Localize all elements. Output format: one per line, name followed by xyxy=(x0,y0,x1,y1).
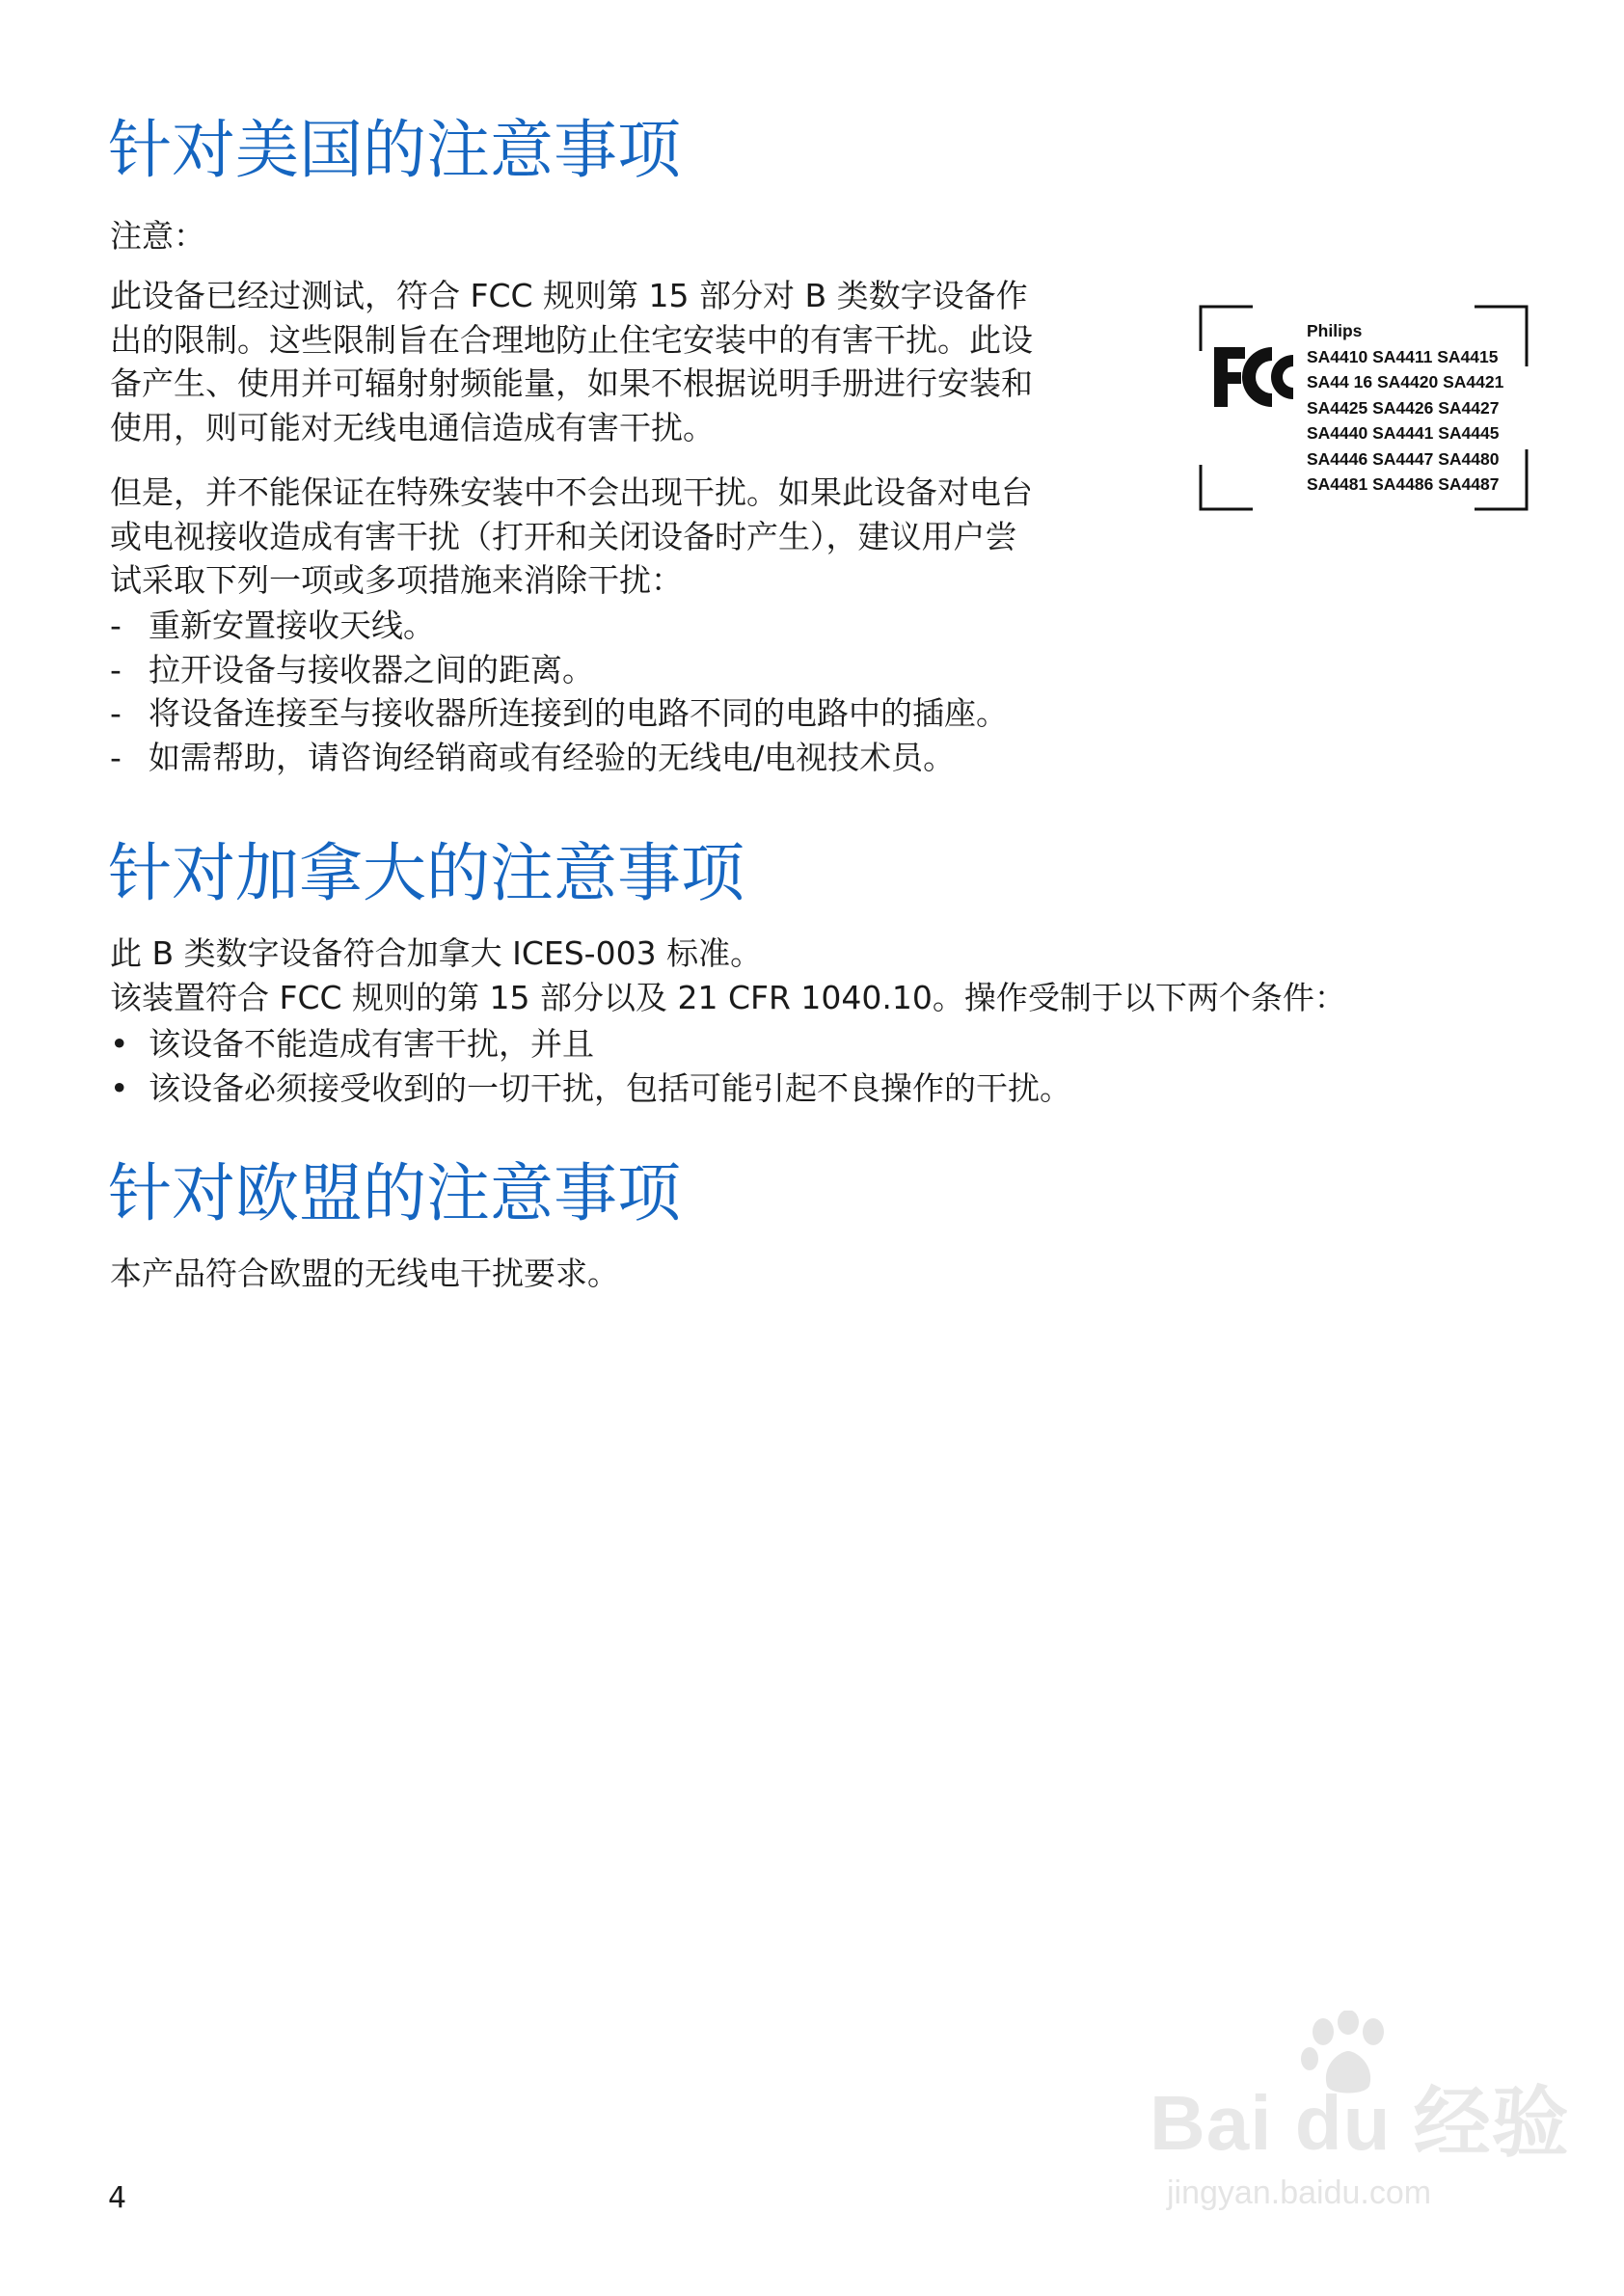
list-marker: - xyxy=(110,694,122,732)
list-item xyxy=(110,1022,1071,1067)
text-line: 或电视接收造成有害干扰（打开和关闭设备时产生），建议用户尝 xyxy=(110,517,1017,555)
eu-paragraph: 本产品符合欧盟的无线电干扰要求。 xyxy=(110,1255,619,1292)
page-number: 4 xyxy=(108,2181,127,2215)
watermark-url: jingyan.baidu.com xyxy=(1167,2174,1432,2211)
list-bullet: • xyxy=(110,1025,129,1063)
text-line: 此设备已经过测试，符合 FCC 规则第 15 部分对 B 类数字设备作 xyxy=(110,277,1028,314)
heading-canada-notice: 针对加拿大的注意事项 xyxy=(108,836,744,910)
fcc-label-text xyxy=(1307,318,1527,498)
baidu-jingyan-watermark xyxy=(1150,2011,1570,2242)
list-marker: - xyxy=(110,607,122,644)
fcc-model-line: SA44 16 SA4420 SA4421 xyxy=(1307,372,1504,392)
fcc-model-line: SA4481 SA4486 SA4487 xyxy=(1307,474,1500,494)
us-paragraph-2 xyxy=(110,471,1033,603)
list-item xyxy=(110,648,1008,692)
canada-paragraph xyxy=(110,932,1346,1019)
canada-conditions-list xyxy=(110,1022,1071,1110)
watermark-brand: Bai du 经验 xyxy=(1150,2080,1570,2166)
list-item xyxy=(110,691,1008,736)
heading-us-notice: 针对美国的注意事项 xyxy=(108,113,681,187)
fcc-model-line: SA4446 SA4447 SA4480 xyxy=(1307,448,1500,469)
list-item-text: 将设备连接至与接收器所连接到的电路不同的电路中的插座。 xyxy=(149,694,1008,732)
us-paragraph-1 xyxy=(110,274,1033,449)
note-label: 注意： xyxy=(110,217,205,255)
fcc-compliance-label xyxy=(1199,305,1529,511)
fcc-brand: Philips xyxy=(1307,321,1363,340)
text-line: 试采取下列一项或多项措施来消除干扰： xyxy=(110,561,683,599)
list-item-text: 该设备必须接受收到的一切干扰，包括可能引起不良操作的干扰。 xyxy=(149,1068,1071,1107)
text-line: 备产生、使用并可辐射射频能量，如果不根据说明手册进行安装和 xyxy=(110,365,1033,402)
list-item-text: 拉开设备与接收器之间的距离。 xyxy=(149,650,594,689)
list-marker: - xyxy=(110,650,122,689)
text-line: 使用，则可能对无线电通信造成有害干扰。 xyxy=(110,408,715,446)
text-line: 该装置符合 FCC 规则的第 15 部分以及 21 CFR 1040.10。操作受制于以下两个条件： xyxy=(110,978,1346,1016)
list-bullet: • xyxy=(110,1068,129,1107)
fcc-model-line: SA4410 SA4411 SA4415 xyxy=(1307,346,1499,366)
list-item xyxy=(110,736,1008,780)
list-item-text: 重新安置接收天线。 xyxy=(149,607,435,644)
heading-eu-notice: 针对欧盟的注意事项 xyxy=(108,1156,681,1230)
text-line: 但是，并不能保证在特殊安装中不会出现干扰。如果此设备对电台 xyxy=(110,473,1033,511)
list-item xyxy=(110,604,1008,648)
list-item-text: 如需帮助，请咨询经销商或有经验的无线电/电视技术员。 xyxy=(149,738,956,776)
list-item xyxy=(110,1067,1071,1111)
fcc-model-line: SA4440 SA4441 SA4445 xyxy=(1307,423,1500,443)
list-item-text: 该设备不能造成有害干扰，并且 xyxy=(149,1025,594,1063)
text-line: 出的限制。这些限制旨在合理地防止住宅安装中的有害干扰。此设 xyxy=(110,320,1033,359)
fcc-logo-icon xyxy=(1212,343,1295,411)
text-line: 此 B 类数字设备符合加拿大 ICES-003 标准。 xyxy=(110,934,763,972)
fcc-model-line: SA4425 SA4426 SA4427 xyxy=(1307,397,1500,418)
list-marker: - xyxy=(110,738,122,776)
us-remedy-list xyxy=(110,604,1008,779)
